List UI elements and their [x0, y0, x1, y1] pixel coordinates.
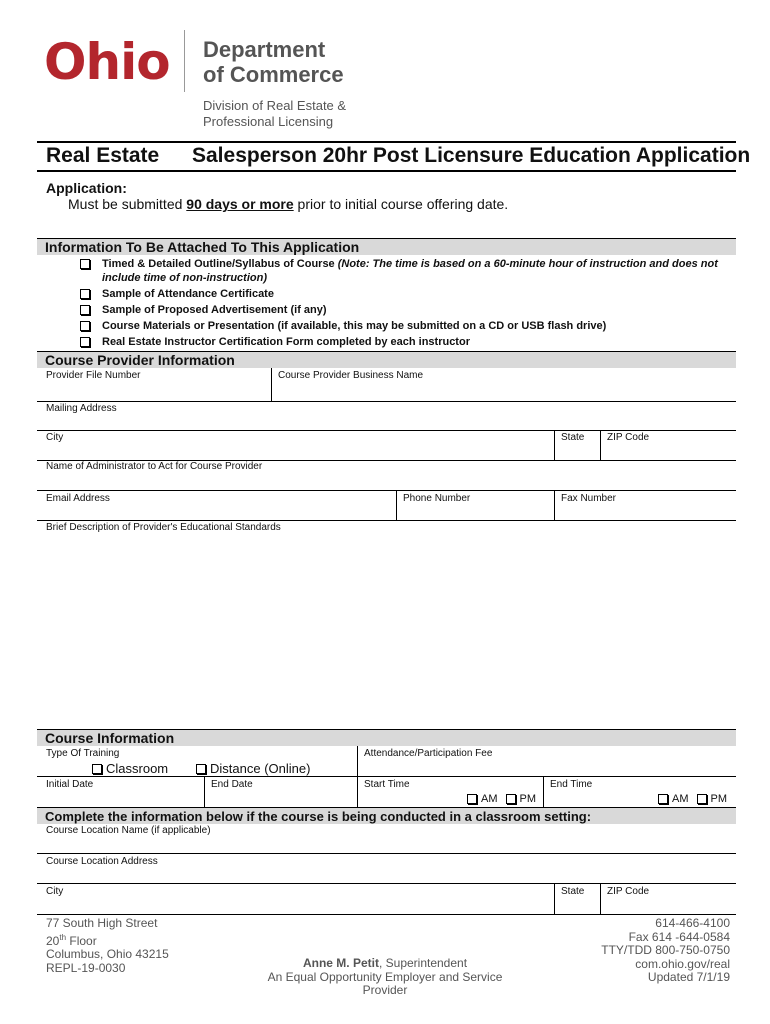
address-line-1: 77 South High Street [46, 916, 158, 930]
location-city-field[interactable]: City [46, 886, 64, 897]
checkbox-icon[interactable] [196, 764, 206, 774]
start-ampm[interactable] [459, 793, 536, 805]
location-name-field[interactable]: Course Location Name (if applicable) [46, 825, 211, 836]
superintendent-title: , Superintendent [378, 956, 468, 970]
footer-center [250, 957, 520, 998]
page-title: Salesperson 20hr Post Licensure Education Application [192, 144, 751, 167]
checklist-item-text: Sample of Attendance Certificate [102, 288, 274, 300]
address-line-3: Columbus, Ohio 43215 [46, 947, 169, 961]
checkbox-icon[interactable] [697, 794, 707, 804]
am-label: AM [672, 793, 689, 805]
am-label: AM [481, 793, 498, 805]
title-bottom-rule [37, 170, 736, 172]
field-rule [37, 490, 736, 491]
checklist-item[interactable] [80, 257, 730, 285]
contact-phone: 614-466-4100 [655, 916, 730, 930]
distance-option[interactable] [196, 761, 310, 776]
application-instructions [68, 196, 508, 212]
checkbox-icon[interactable] [658, 794, 668, 804]
field-divider [554, 883, 555, 914]
field-divider [543, 776, 544, 807]
floor-number: 20 [46, 933, 60, 948]
checklist-item-text: Sample of Proposed Advertisement (if any) [102, 304, 327, 316]
field-rule [37, 401, 736, 402]
provider-file-number-field[interactable]: Provider File Number [46, 370, 141, 381]
application-label: Application: [46, 180, 127, 196]
checkbox-icon[interactable] [467, 794, 477, 804]
field-divider [204, 776, 205, 807]
dept-line-1: Department [203, 37, 326, 62]
start-time-field[interactable]: Start Time [364, 779, 410, 790]
field-divider [600, 883, 601, 914]
division-name [203, 98, 346, 130]
field-rule [37, 430, 736, 431]
field-rule [37, 883, 736, 884]
provider-section-heading: Course Provider Information [37, 351, 736, 368]
attachment-checklist [80, 257, 730, 351]
business-name-field[interactable]: Course Provider Business Name [278, 370, 424, 381]
contact-fax: Fax 614 -644-0584 [628, 929, 730, 944]
field-rule [37, 914, 736, 915]
checklist-item-text [102, 257, 730, 285]
checkbox-icon[interactable] [80, 337, 90, 347]
course-section-heading: Course Information [37, 729, 736, 746]
division-line-2: Professional Licensing [203, 114, 334, 129]
classroom-label: Classroom [106, 761, 169, 776]
checklist-item[interactable] [80, 335, 730, 349]
fax-field[interactable]: Fax Number [561, 493, 617, 504]
field-divider [554, 490, 555, 520]
checklist-item-text: Course Materials or Presentation (if available, this may be submitted on a CD or USB flash drive) [102, 320, 607, 332]
superintendent-name: Anne M. Petit [302, 956, 379, 970]
checkbox-icon[interactable] [80, 259, 90, 269]
attach-section-heading: Information To Be Attached To This Application [37, 238, 736, 255]
app-text-post: prior to initial course offering date. [293, 196, 509, 212]
end-date-field[interactable]: End Date [211, 779, 253, 790]
department-name [203, 37, 344, 87]
email-field[interactable]: Email Address [46, 493, 110, 504]
educational-standards-field[interactable]: Brief Description of Provider's Educational Standards [46, 522, 281, 533]
checkbox-icon[interactable] [80, 305, 90, 315]
form-id: REPL-19-0030 [46, 960, 126, 975]
checkbox-icon[interactable] [92, 764, 102, 774]
eeo-statement: An Equal Opportunity Employer and Service Provider [267, 969, 503, 997]
contact-web[interactable]: com.ohio.gov/real [635, 956, 730, 971]
field-divider [600, 430, 601, 460]
division-line-1: Division of Real Estate & [203, 98, 347, 113]
floor-word: Floor [66, 933, 97, 948]
app-text-bold: 90 days or more [186, 196, 294, 212]
location-state-field[interactable]: State [561, 886, 585, 897]
checkbox-icon[interactable] [80, 321, 90, 331]
ohio-logo: Ohio [44, 33, 170, 91]
checkbox-icon[interactable] [506, 794, 516, 804]
field-divider [396, 490, 397, 520]
checklist-item[interactable] [80, 287, 730, 301]
item-note: (Note: The time is based on a 60-minute hour of instruction and does not include time of non-instruction) [102, 258, 718, 284]
distance-label: Distance (Online) [210, 761, 311, 776]
logo-divider [184, 30, 185, 92]
footer-address [46, 917, 169, 975]
title-top-rule [37, 141, 736, 143]
superintendent [250, 957, 520, 971]
contact-tty: TTY/TDD 800-750-0750 [601, 943, 730, 957]
footer-contact [560, 917, 730, 985]
app-text-pre: Must be submitted [68, 196, 187, 212]
mailing-address-field[interactable]: Mailing Address [46, 403, 117, 414]
zip-field[interactable]: ZIP Code [607, 432, 650, 443]
phone-field[interactable]: Phone Number [403, 493, 471, 504]
item-text: Timed & Detailed Outline/Syllabus of Course [102, 258, 338, 270]
pm-label: PM [710, 793, 727, 805]
end-ampm[interactable] [650, 793, 727, 805]
type-of-training-label: Type Of Training [46, 748, 120, 759]
location-zip-field[interactable]: ZIP Code [607, 886, 650, 897]
classroom-section-heading: Complete the information below if the course is being conducted in a classroom setting: [37, 807, 736, 824]
classroom-option[interactable] [92, 761, 168, 776]
field-rule [37, 776, 736, 777]
field-rule [37, 853, 736, 854]
checklist-item[interactable] [80, 303, 730, 317]
pm-label: PM [519, 793, 536, 805]
fee-field[interactable]: Attendance/Participation Fee [364, 748, 493, 759]
checklist-item[interactable] [80, 319, 730, 333]
administrator-field[interactable]: Name of Administrator to Act for Course Provider [46, 461, 263, 472]
initial-date-field[interactable]: Initial Date [46, 779, 94, 790]
city-field[interactable]: City [46, 432, 64, 443]
checkbox-icon[interactable] [80, 289, 90, 299]
field-rule [37, 520, 736, 521]
state-field[interactable]: State [561, 432, 585, 443]
location-address-field[interactable]: Course Location Address [46, 856, 158, 867]
end-time-field[interactable]: End Time [550, 779, 593, 790]
title-left: Real Estate [46, 144, 160, 167]
floor-suffix: th [59, 932, 67, 942]
field-divider [271, 368, 272, 401]
updated-date: Updated 7/1/19 [647, 970, 730, 984]
dept-line-2: of Commerce [203, 62, 344, 87]
checklist-item-text: Real Estate Instructor Certification Form completed by each instructor [102, 336, 470, 348]
address-line-2 [46, 931, 169, 949]
field-divider [554, 430, 555, 460]
